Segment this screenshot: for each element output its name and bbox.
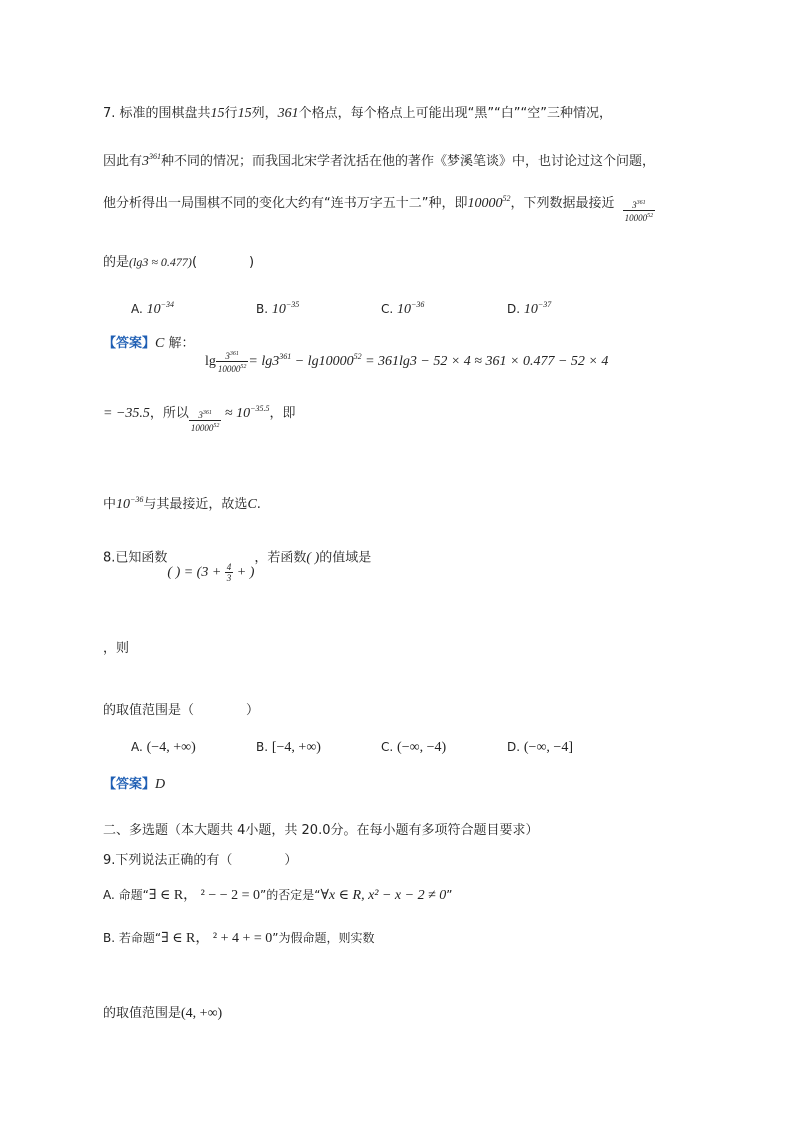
q7-answer-paren: ( ) xyxy=(191,255,255,270)
q8-line-3: 的取值范围是（ ） xyxy=(103,703,260,718)
fraction: $\frac{3^{361}}{10000^{52}}$ xyxy=(190,410,220,433)
q9-option-b-cont: 的取值范围是(4, +∞) xyxy=(103,1006,223,1021)
q8-option-b: B. [−4, +∞) xyxy=(256,740,321,755)
math: 10000$^{52}$ xyxy=(467,194,511,211)
q8-option-a: A. (−4, +∞) xyxy=(131,740,196,755)
q7-text: 行 xyxy=(224,106,238,121)
q7-answer-line-3: 中$10^{-36}$与其最接近，故选C. xyxy=(103,495,261,512)
q9-line-1: 9.下列说法正确的有（ ） xyxy=(103,853,298,868)
q7-option-c: C. $10^{-36}$ xyxy=(381,300,425,317)
q7-answer-line xyxy=(103,335,195,353)
q7-line-1 xyxy=(103,105,612,123)
q7-text: 7. 标准的围棋盘共 xyxy=(103,106,211,121)
math: 361 xyxy=(277,106,299,121)
q8-line-2: ，则 xyxy=(103,641,130,656)
q7-answer-formula: lg $\frac{3^{361}}{10000^{52}}$ = $\lg 3^{361} - \lg 10000^{52} = 361\lg 3 - 52 \times 4 \approx 361 \times 0.477 - 52 \times 4$ xyxy=(205,351,609,374)
q7-text: ，下列数据最接近 xyxy=(510,196,615,211)
answer-letter: C xyxy=(155,336,165,351)
answer-tag: 【答案】 xyxy=(103,336,156,351)
q7-option-b: B. $10^{-35}$ xyxy=(256,300,300,317)
q7-answer-line-2: = −35.5，所以 $\frac{3^{361}}{10000^{52}}$ ≈ $10^{-35.5}$，即 xyxy=(103,404,296,433)
q8-line-1: 8.已知函数( ) = (3 + $\frac{4}{3}$ + )，若函数( )的值域是 xyxy=(103,550,372,583)
q9-option-b: B. 若命题“∃ ∈ R， ² + 4 + = 0”为假命题，则实数 xyxy=(103,931,375,946)
math: (lg3 ≈ 0.477) xyxy=(129,255,192,269)
function-expression: ( ) = (3 + $\frac{4}{3}$ + ) xyxy=(167,562,255,583)
q9-option-a: A. 命题“∃ ∈ R， ² − − 2 = 0”的否定是“∀x ∈ R, x² − x − 2 ≠ 0” xyxy=(103,888,453,903)
q7-line-2 xyxy=(103,148,655,171)
q8-answer: 【答案】D xyxy=(103,777,166,792)
math: $3^{361}$ xyxy=(142,152,162,169)
math: 15 xyxy=(210,106,225,121)
q7-text: 种不同的情况；而我国北宋学者沈括在他的著作《梦溪笔谈》中，也讨论过这个问题， xyxy=(161,154,656,169)
q8-option-c: C. (−∞, −4) xyxy=(381,740,447,755)
q7-text: 因此有 xyxy=(103,154,143,169)
q8-option-d: D. (−∞, −4] xyxy=(507,740,573,755)
q7-option-a: A. $10^{-34}$ xyxy=(131,300,175,317)
q7-text: 的是 xyxy=(103,255,130,270)
q7-option-d: D. $10^{-37}$ xyxy=(507,300,552,317)
fraction: $\frac{3^{361}}{10000^{52}}$ xyxy=(217,351,247,374)
q7-line-3 xyxy=(103,190,655,223)
jie: 解： xyxy=(168,336,195,351)
q7-text: 他分析得出一局围棋不同的变化大约有“连书万字五十二”种，即 xyxy=(103,196,468,211)
section-title: 二、多选题（本大题共 4小题，共 20.0分。在每小题有多项符合题目要求） xyxy=(103,823,539,838)
q7-text: 个格点，每个格点上可能出现“黑”“白”“空”三种情况， xyxy=(298,106,612,121)
q7-text: 列， xyxy=(251,106,278,121)
fraction: $\frac{3^{361}}{10000^{52}}$ xyxy=(624,200,654,223)
q7-line-4 xyxy=(103,253,254,272)
math: 15 xyxy=(237,106,252,121)
